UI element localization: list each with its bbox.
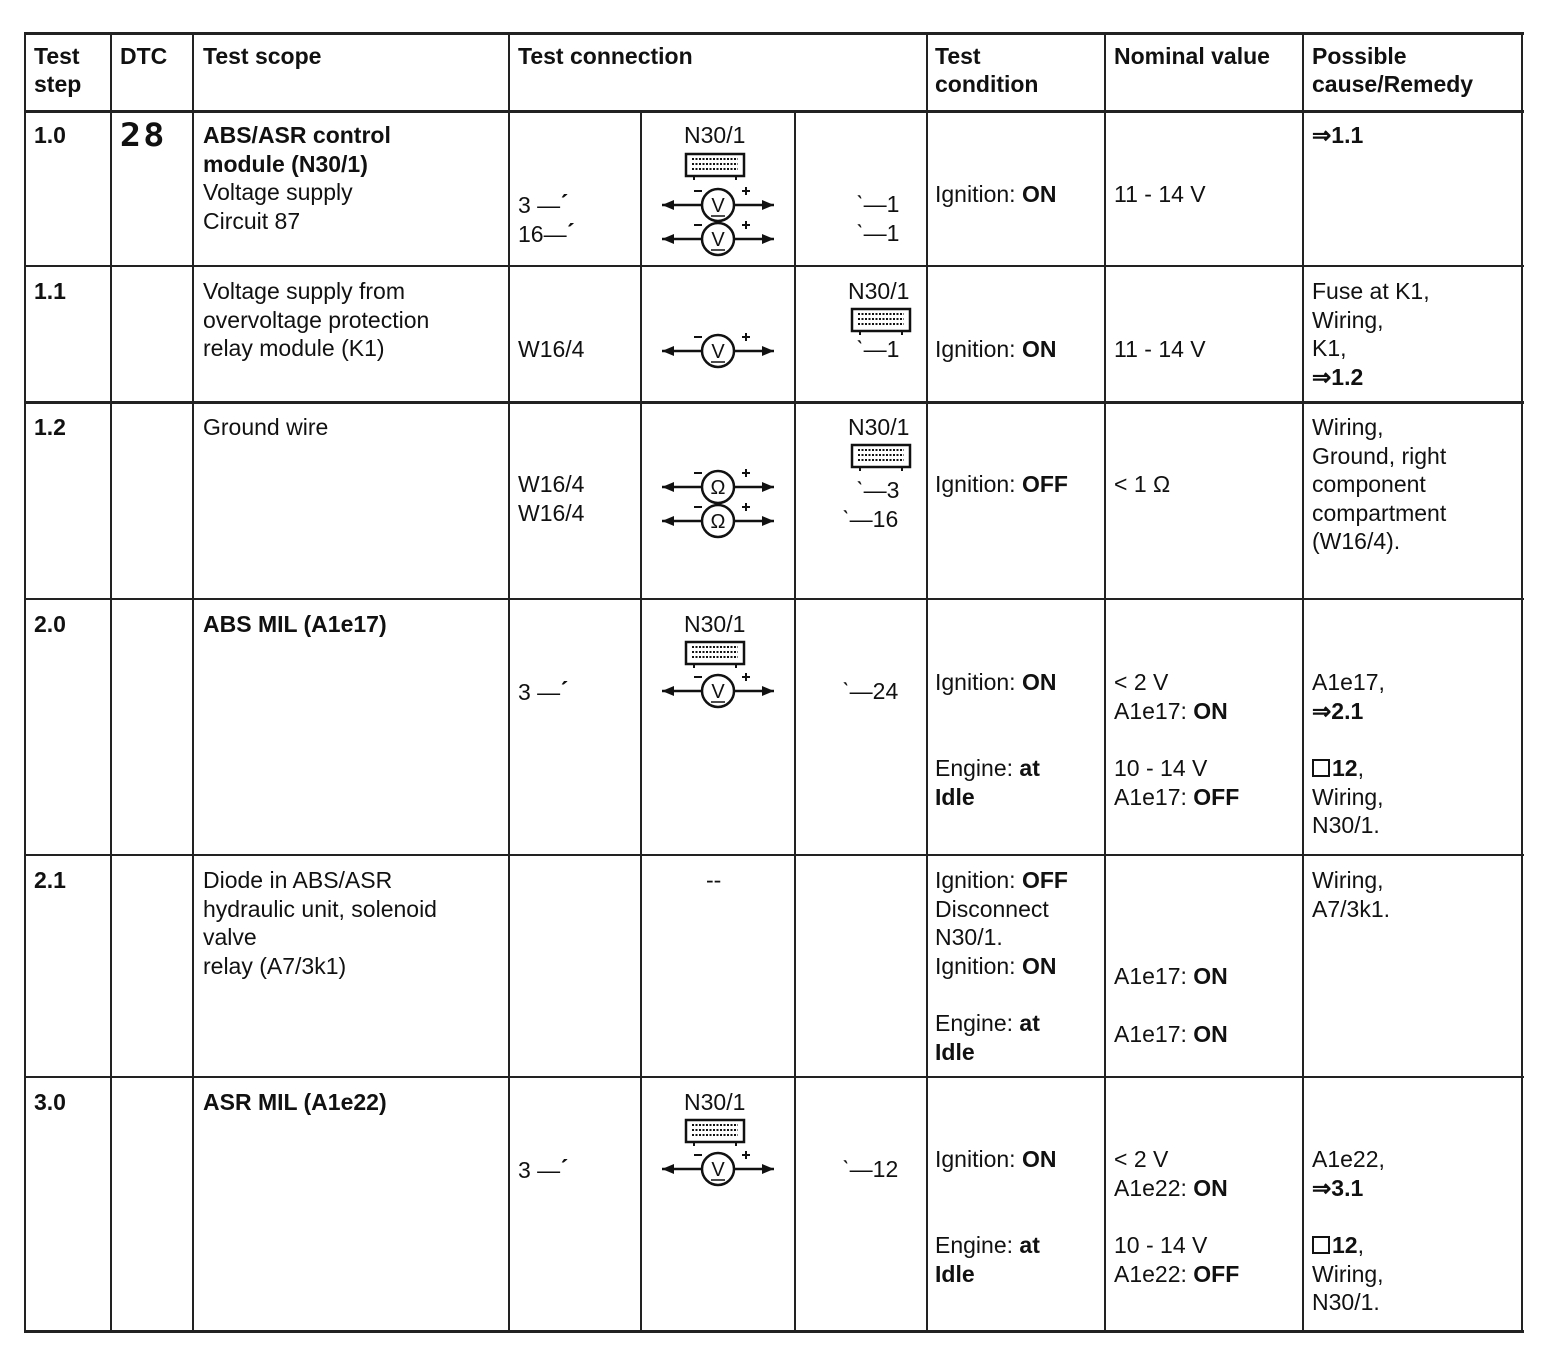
nominal-value xyxy=(1114,668,1228,725)
condition-line xyxy=(935,866,1068,895)
pin-right: ˋ—3 xyxy=(856,477,900,503)
nominal-value: 11 - 14 V xyxy=(1114,181,1206,207)
cause-ref[interactable]: 12, xyxy=(1312,754,1384,783)
nominal-line xyxy=(1114,783,1239,812)
meter-symbol: V xyxy=(711,229,725,251)
voltmeter-icon xyxy=(660,671,776,711)
cause-line: A7/3k1. xyxy=(1312,895,1390,922)
meter-symbol: V xyxy=(711,681,725,703)
cause-remedy xyxy=(1312,1231,1384,1317)
sub-column-divider xyxy=(640,110,642,1330)
nominal-label: A1e17: xyxy=(1114,783,1187,810)
scope-line: module (N30/1) xyxy=(203,150,368,177)
column-divider xyxy=(1104,35,1106,1330)
condition-line: N30/1. xyxy=(935,924,1003,950)
condition-line xyxy=(935,952,1068,981)
condition-value: at Idle xyxy=(935,1010,1040,1065)
meter-symbol: V xyxy=(711,195,725,217)
column-divider xyxy=(110,35,112,1330)
condition-label: Engine: xyxy=(935,755,1014,781)
pin-right: ˋ—16 xyxy=(842,506,899,532)
nominal-label: A1e17: xyxy=(1114,697,1187,724)
test-condition xyxy=(935,1009,1085,1066)
header-nominal-value: Nominal value xyxy=(1114,43,1270,69)
row-divider xyxy=(24,1076,1524,1078)
test-condition xyxy=(935,866,1068,980)
condition-label: Engine: xyxy=(935,1232,1014,1258)
connector-icon xyxy=(684,152,748,182)
cause-remedy[interactable]: ⇒1.1 xyxy=(1312,122,1364,148)
nominal-state: ON xyxy=(1193,697,1228,724)
meter-symbol: V xyxy=(711,341,725,363)
component-label: N30/1 xyxy=(684,1089,746,1115)
header-test-scope: Test scope xyxy=(203,43,322,69)
pin-number: 1 xyxy=(886,220,900,246)
cause-line: compartment xyxy=(1312,499,1447,526)
row-divider xyxy=(24,854,1524,856)
scope-line: Voltage supply xyxy=(203,179,353,205)
pin-left: W16/4 xyxy=(518,471,585,497)
box-icon xyxy=(1312,1236,1330,1254)
condition-label: Ignition: xyxy=(935,1146,1016,1172)
nominal-line: 10 - 14 V xyxy=(1114,1232,1208,1258)
condition-label: Ignition: xyxy=(935,669,1016,695)
test-condition xyxy=(935,335,1056,364)
pin-number: 1 xyxy=(886,191,900,217)
cause-line: N30/1. xyxy=(1312,1289,1380,1315)
nominal-state: OFF xyxy=(1193,783,1240,810)
nominal-label: A1e17: xyxy=(1114,963,1187,989)
test-scope xyxy=(203,277,429,363)
nominal-state: ON xyxy=(1193,1021,1228,1047)
pin-number: 16 xyxy=(872,506,899,532)
nominal-label: A1e22: xyxy=(1114,1260,1187,1287)
nominal-line: < 2 V xyxy=(1114,669,1169,695)
pin-left: W16/4 xyxy=(518,336,585,362)
condition-label: Ignition: xyxy=(935,181,1016,207)
test-step: 2.1 xyxy=(34,867,66,893)
component-label: N30/1 xyxy=(848,278,910,304)
pin-right: ˋ—1 xyxy=(856,220,900,246)
cause-line: Wiring, xyxy=(1312,414,1384,440)
cause-remedy xyxy=(1312,413,1446,556)
scope-line: hydraulic unit, solenoid xyxy=(203,895,437,922)
test-step: 1.0 xyxy=(34,122,66,148)
nominal-line: < 2 V xyxy=(1114,1146,1169,1172)
cause-line: A1e17, xyxy=(1312,669,1385,695)
cause-line: N30/1. xyxy=(1312,812,1380,838)
test-step: 1.2 xyxy=(34,414,66,440)
pin-number: 3 xyxy=(518,679,531,705)
connection-text: -- xyxy=(706,867,722,893)
pin-number: 3 xyxy=(518,192,531,218)
cause-line: Wiring, xyxy=(1312,867,1384,893)
scope-line: Circuit 87 xyxy=(203,207,301,234)
condition-value: OFF xyxy=(1021,471,1068,497)
pin-number: 1 xyxy=(886,336,900,362)
scope-line: Diode in ABS/ASR xyxy=(203,867,393,893)
header-test-condition: Test condition xyxy=(935,43,1039,97)
condition-label: Ignition: xyxy=(935,867,1016,893)
test-scope xyxy=(203,121,391,235)
test-scope: ABS MIL (A1e17) xyxy=(203,611,387,637)
nominal-value xyxy=(1114,1231,1239,1288)
pin-right: ˋ—24 xyxy=(842,678,899,704)
condition-label: Ignition: xyxy=(935,952,1016,979)
cause-ref[interactable]: 12, xyxy=(1312,1231,1384,1260)
cause-line: A1e22, xyxy=(1312,1146,1385,1172)
cause-remedy xyxy=(1312,866,1390,923)
component-label: N30/1 xyxy=(848,414,910,440)
cause-link[interactable]: ⇒3.1 xyxy=(1312,1174,1364,1201)
cause-line: K1, xyxy=(1312,335,1347,361)
row-divider xyxy=(24,265,1524,267)
pin-number: 3 xyxy=(518,1157,531,1183)
header-dtc: DTC xyxy=(120,43,168,69)
condition-value: at Idle xyxy=(935,755,1040,810)
voltmeter-icon xyxy=(660,1149,776,1189)
dtc-code: 28 xyxy=(119,116,167,154)
column-divider xyxy=(508,35,510,1330)
condition-value: ON xyxy=(1021,1146,1057,1172)
nominal-line xyxy=(1114,697,1228,726)
cause-ref-number: 12 xyxy=(1332,755,1358,781)
cause-line: Wiring, xyxy=(1312,1260,1384,1287)
row-divider xyxy=(24,598,1524,600)
cause-remedy xyxy=(1312,668,1385,725)
pin-right: ˋ—1 xyxy=(856,191,900,217)
row-divider xyxy=(24,401,1524,404)
test-condition xyxy=(935,180,1056,209)
column-divider xyxy=(24,35,26,1330)
nominal-value: < 1 Ω xyxy=(1114,471,1171,497)
cause-line: component xyxy=(1312,471,1426,497)
sub-column-divider xyxy=(794,110,796,1330)
scope-line: relay module (K1) xyxy=(203,335,385,361)
cause-remedy xyxy=(1312,1145,1385,1202)
nominal-line xyxy=(1114,1260,1239,1289)
pin-number: 24 xyxy=(872,678,899,704)
condition-value: ON xyxy=(1021,952,1057,979)
pin-number: 12 xyxy=(872,1156,899,1182)
column-divider xyxy=(1521,35,1523,1330)
component-label: N30/1 xyxy=(684,122,746,148)
pin-left: 3 —ˊ xyxy=(518,676,569,706)
cause-remedy xyxy=(1312,277,1430,391)
row-divider xyxy=(24,110,1524,113)
nominal-label: A1e22: xyxy=(1114,1174,1187,1201)
pin-number: 3 xyxy=(886,477,900,503)
nominal-label: A1e17: xyxy=(1114,1021,1187,1047)
test-step: 1.1 xyxy=(34,278,66,304)
scope-line: valve xyxy=(203,924,257,950)
nominal-state: ON xyxy=(1193,1174,1228,1201)
scope-line: Voltage supply from xyxy=(203,278,406,304)
pin-left: W16/4 xyxy=(518,500,585,526)
cause-line: Wiring, xyxy=(1312,783,1384,810)
component-label: N30/1 xyxy=(684,611,746,637)
test-condition xyxy=(935,754,1085,811)
test-condition xyxy=(935,1231,1085,1288)
nominal-value xyxy=(1114,1020,1228,1049)
connector-icon xyxy=(684,640,748,670)
meter-symbol: Ω xyxy=(710,511,726,533)
pin-left: 3 —ˊ xyxy=(518,189,569,219)
meter-symbol: Ω xyxy=(710,477,726,499)
voltmeter-icon xyxy=(660,219,776,259)
column-divider xyxy=(926,35,928,1330)
condition-line: Disconnect xyxy=(935,895,1049,922)
meter-symbol: V xyxy=(711,1159,725,1181)
cause-link[interactable]: ⇒2.1 xyxy=(1312,697,1364,724)
cause-line: (W16/4). xyxy=(1312,528,1401,554)
test-scope: Ground wire xyxy=(203,414,329,440)
condition-value: ON xyxy=(1021,669,1057,695)
test-table xyxy=(24,32,1524,1333)
cause-line: Fuse at K1, xyxy=(1312,278,1430,304)
nominal-value xyxy=(1114,1145,1228,1202)
column-divider xyxy=(1302,35,1304,1330)
condition-value: ON xyxy=(1021,336,1057,362)
condition-label: Engine: xyxy=(935,1010,1014,1036)
test-scope: ASR MIL (A1e22) xyxy=(203,1089,387,1115)
connector-icon xyxy=(850,307,914,337)
cause-remedy xyxy=(1312,754,1384,840)
nominal-value xyxy=(1114,754,1239,811)
pin-right: ˋ—12 xyxy=(842,1156,899,1182)
nominal-line xyxy=(1114,1174,1228,1203)
test-step: 3.0 xyxy=(34,1089,66,1115)
nominal-value xyxy=(1114,962,1228,991)
scope-line: relay (A7/3k1) xyxy=(203,952,347,979)
pin-right: ˋ—1 xyxy=(856,336,900,362)
cause-line: Ground, right xyxy=(1312,442,1447,469)
box-icon xyxy=(1312,759,1330,777)
nominal-state: OFF xyxy=(1193,1260,1240,1287)
pin-left: 16—ˊ xyxy=(518,218,576,248)
scope-line: ABS/ASR control xyxy=(203,122,391,148)
nominal-state: ON xyxy=(1193,963,1228,989)
nominal-value: 11 - 14 V xyxy=(1114,336,1206,362)
test-condition xyxy=(935,1145,1056,1174)
voltmeter-icon xyxy=(660,331,776,371)
condition-value: at Idle xyxy=(935,1232,1040,1287)
header-test-connection: Test connection xyxy=(518,43,693,69)
scope-line: overvoltage protection xyxy=(203,306,430,333)
test-scope xyxy=(203,866,437,980)
nominal-line: 10 - 14 V xyxy=(1114,755,1208,781)
header-test-step: Test step xyxy=(34,43,82,97)
condition-value: OFF xyxy=(1021,867,1068,893)
cause-link[interactable]: ⇒1.2 xyxy=(1312,363,1364,390)
condition-label: Ignition: xyxy=(935,336,1016,362)
header-possible-cause: Possible cause/Remedy xyxy=(1312,43,1474,97)
connector-icon xyxy=(850,443,914,473)
test-condition xyxy=(935,470,1068,499)
test-condition xyxy=(935,668,1056,697)
condition-label: Ignition: xyxy=(935,471,1016,497)
pin-left: 3 —ˊ xyxy=(518,1154,569,1184)
pin-number: 16 xyxy=(518,221,544,247)
test-step: 2.0 xyxy=(34,611,66,637)
cause-ref-number: 12 xyxy=(1332,1232,1358,1258)
ohmmeter-icon xyxy=(660,501,776,541)
column-divider xyxy=(192,35,194,1330)
cause-line: Wiring, xyxy=(1312,306,1384,333)
condition-value: ON xyxy=(1021,181,1057,207)
connector-icon xyxy=(684,1118,748,1148)
